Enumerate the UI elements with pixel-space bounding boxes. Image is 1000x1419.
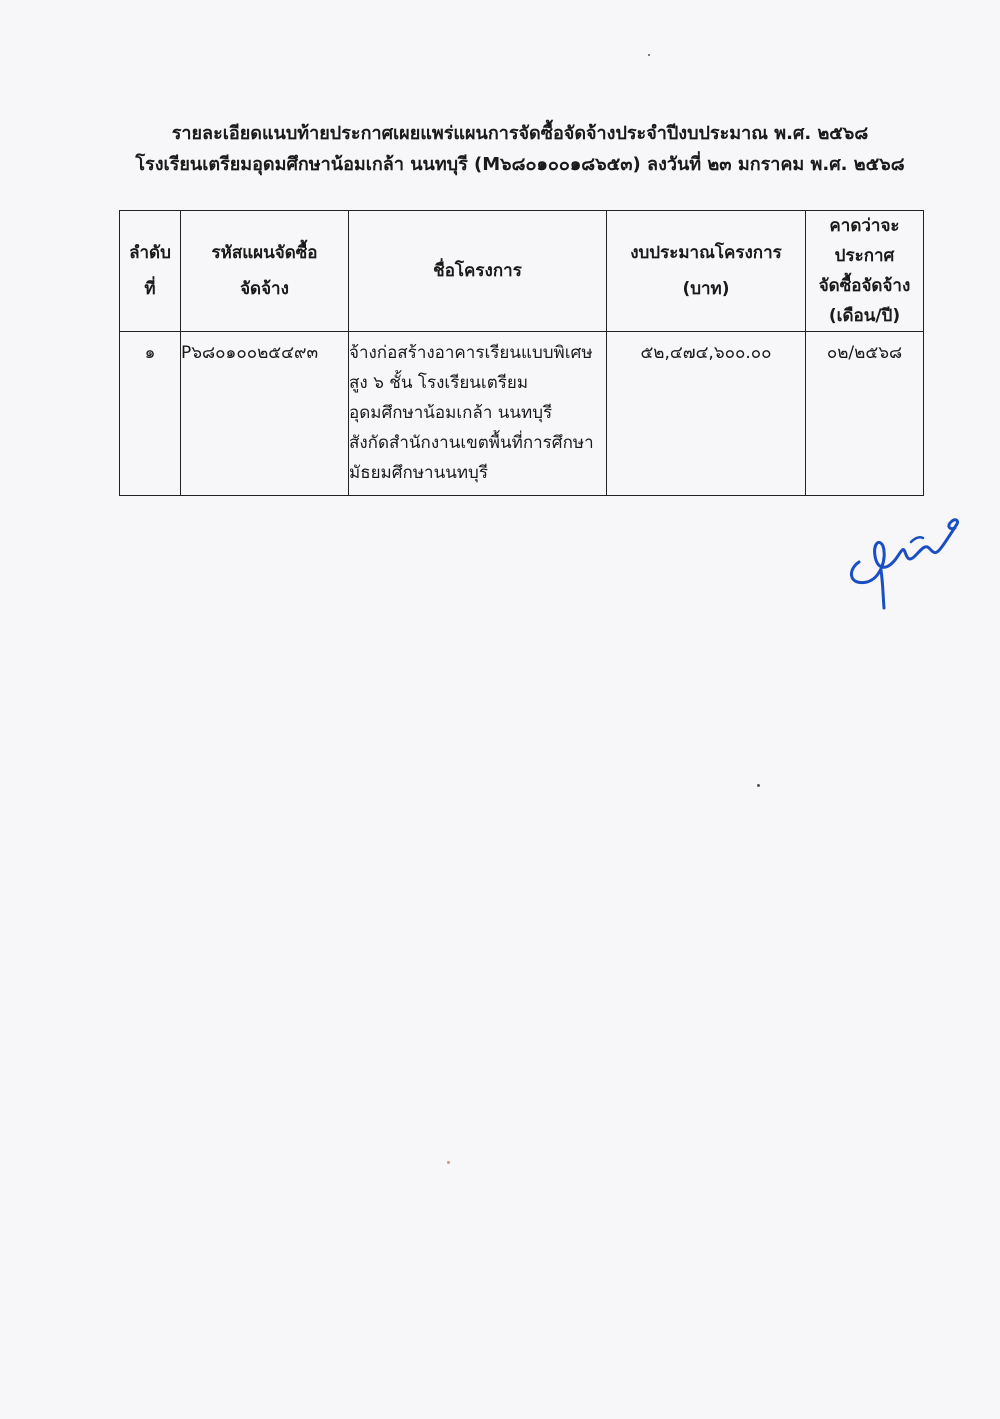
project-name-line: มัธยมศึกษานนทบุรี xyxy=(349,463,488,483)
table-header-row xyxy=(120,211,924,332)
project-name-line: สังกัดสำนักงานเขตพื้นที่การศึกษา xyxy=(349,433,594,453)
column-header-text: งบประมาณโครงการ xyxy=(630,243,782,263)
column-header-announce-date xyxy=(806,211,924,332)
header-title-line-2: โรงเรียนเตรียมอุดมศึกษาน้อมเกล้า นนทบุรี (M๖๘๐๑๐๐๑๘๖๕๓) ลงวันที่ ๒๓ มกราคม พ.ศ. ๒๕๖๘ xyxy=(135,154,905,175)
header-title-line-1: รายละเอียดแนบท้ายประกาศเผยแพร่แผนการจัดซื้อจัดจ้างประจำปีงบประมาณ พ.ศ. ๒๕๖๘ xyxy=(171,123,869,144)
procurement-plan-table xyxy=(119,210,924,496)
document-header xyxy=(100,118,940,180)
paper-speck xyxy=(648,54,650,56)
paper-speck xyxy=(447,1161,450,1164)
column-header-text: ลำดับ xyxy=(129,243,171,263)
column-header-text: จัดจ้าง xyxy=(240,279,289,299)
paper-speck xyxy=(757,784,760,787)
column-header-text: ที่ xyxy=(144,279,156,299)
project-name-line: อุดมศึกษาน้อมเกล้า นนทบุรี xyxy=(349,403,553,423)
project-name-line: จ้างก่อสร้างอาคารเรียนแบบพิเศษ xyxy=(349,343,593,363)
column-header-text: รหัสแผนจัดซื้อ xyxy=(211,243,318,263)
column-header-text: ประกาศ xyxy=(834,246,895,266)
column-header-text: จัดซื้อจัดจ้าง xyxy=(818,276,911,296)
cell-order-no: ๑ xyxy=(120,332,181,496)
column-header-budget xyxy=(607,211,806,332)
column-header-order xyxy=(120,211,181,332)
column-header-project-name xyxy=(349,211,607,332)
signature xyxy=(845,500,970,620)
column-header-text: คาดว่าจะ xyxy=(829,216,900,236)
column-header-text: (บาท) xyxy=(682,279,730,299)
column-header-plan-code xyxy=(181,211,349,332)
column-header-text: ชื่อโครงการ xyxy=(433,261,522,281)
cell-plan-code: P๖๘๐๑๐๐๒๕๔๙๓ xyxy=(181,332,349,496)
column-header-text: (เดือน/ปี) xyxy=(828,306,901,326)
cell-announce-month-year: ๐๒/๒๕๖๘ xyxy=(806,332,924,496)
project-name-line: สูง ๖ ชั้น โรงเรียนเตรียม xyxy=(349,373,529,393)
cell-budget: ๕๒,๔๗๔,๖๐๐.๐๐ xyxy=(607,332,806,496)
cell-project-name xyxy=(349,332,607,496)
table-row xyxy=(120,332,924,496)
